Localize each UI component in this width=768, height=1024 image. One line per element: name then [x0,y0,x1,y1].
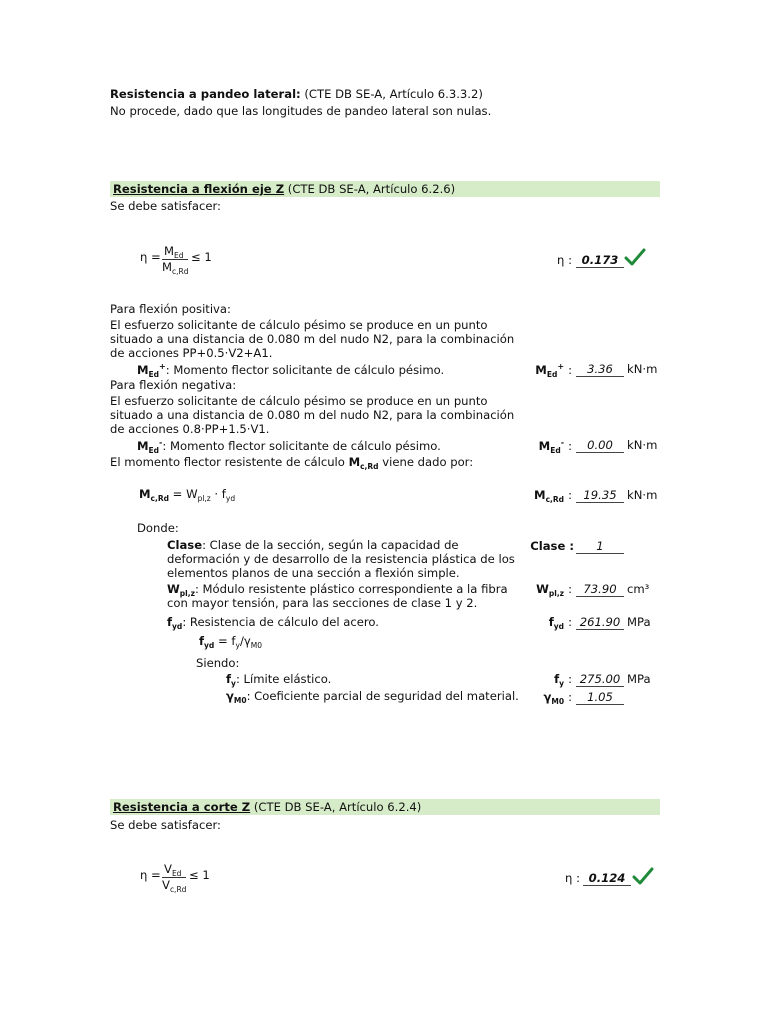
clase-text-2: deformación y de desarrollo de la resistencia plástica de los [167,552,515,566]
wpl-text-1: $W_{pl,z}$: Módulo resistente plástico correspondiente a la fibra [167,582,508,598]
fyd-unit: MPa [627,615,651,629]
flexion-satisfy: Se debe satisfacer: [110,199,221,213]
fyd-formula: $f_{yd} = f_y/\gamma_{M0}$ [199,634,262,650]
fy-text: $f_y$: Límite elástico. [226,672,332,688]
gamma-label: $\gamma_{M0}$ : [543,690,572,706]
corte-section-header [110,799,660,815]
corte-satisfy: Se debe satisfacer: [110,818,221,832]
wpl-value: 73.90 [576,582,624,597]
flexion-section-header [110,181,660,197]
pandeo-heading [110,87,483,101]
positive-text-1: El esfuerzo solicitante de cálculo pésimo se produce en un punto [110,318,488,332]
siendo-label: Siendo: [196,656,240,670]
negative-text-2: situado a una distancia de 0.080 m del nudo N2, para la combinación [110,408,515,422]
pandeo-title: Resistencia a pandeo lateral: [110,87,301,101]
corte-title: Resistencia a corte Z [113,800,251,814]
mcrd-unit: kN·m [627,488,658,502]
fyd-label: $f_{yd}$ : [548,615,572,631]
wpl-label: $W_{pl,z}$ : [536,582,572,598]
med-pos-value: 3.36 [576,362,624,377]
eta-formula: η = $M_{Ed}$ $M_{c,Rd}$ ≤ 1 [140,244,212,276]
positive-heading: Para flexión positiva: [110,302,231,316]
wpl-unit: cm³ [627,582,650,596]
clase-text-3: elementos planos de una sección a flexión simple. [167,566,460,580]
mcrd-value: 19.35 [576,488,624,503]
clase-value: 1 [576,539,624,554]
med-neg-desc: $M_{Ed}^-$: Momento flector solicitante de cálculo pésimo. [137,438,441,455]
corte-eta-value: 0.124 [583,871,631,886]
mcrd-intro: El momento flector resistente de cálculo $M_{c,Rd}$ viene dado por: [110,455,474,471]
mcrd-formula: $M_{c,Rd} = W_{pl,z} \cdot f_{yd}$ [139,487,236,503]
negative-text-3: de acciones 0.8·PP+1.5·V1. [110,422,270,436]
pandeo-note: No procede, dado que las longitudes de pandeo lateral son nulas. [110,104,492,118]
corte-eta-formula: η = $V_{Ed}$ $V_{c,Rd}$ ≤ 1 [140,862,210,894]
flexion-title: Resistencia a flexión eje Z [113,182,285,196]
med-pos-label: $M_{Ed}^+$ : [535,362,572,379]
med-neg-label: $M_{Ed}^-$ : [538,438,572,455]
clase-text-1: Clase: Clase de la sección, según la capacidad de [167,538,459,552]
fy-label: $f_y$ : [554,672,572,688]
fy-unit: MPa [627,672,651,686]
med-pos-unit: kN·m [627,362,658,376]
mcrd-label: $M_{c,Rd}$ : [534,488,572,504]
negative-text-1: El esfuerzo solicitante de cálculo pésimo se produce en un punto [110,394,488,408]
clase-label: Clase : [530,539,574,553]
corte-ref: (CTE DB SE-A, Artículo 6.2.4) [253,800,422,814]
check-icon [624,247,646,267]
flexion-ref: (CTE DB SE-A, Artículo 6.2.6) [287,182,456,196]
negative-heading: Para flexión negativa: [110,378,237,392]
flexion-eta-label: η : [557,253,572,267]
fyd-value: 261.90 [576,615,624,630]
gamma-value: 1.05 [576,690,624,705]
med-pos-desc: $M_{Ed}^+$: Momento flector solicitante de cálculo pésimo. [137,362,445,379]
pandeo-ref: (CTE DB SE-A, Artículo 6.3.3.2) [304,87,483,101]
wpl-text-2: con mayor tensión, para las secciones de clase 1 y 2. [167,596,478,610]
gamma-text: $\gamma_{M0}$: Coeficiente parcial de seguridad del material. [226,689,519,705]
med-neg-value: 0.00 [576,438,624,453]
donde-label: Donde: [137,521,179,535]
fy-value: 275.00 [576,672,624,687]
med-neg-unit: kN·m [627,438,658,452]
corte-eta-label: η : [565,871,580,885]
check-icon [632,866,654,886]
fyd-text: $f_{yd}$: Resistencia de cálculo del acero. [167,615,379,631]
flexion-eta-value: 0.173 [576,253,624,268]
positive-text-3: de acciones PP+0.5·V2+A1. [110,346,273,360]
positive-text-2: situado a una distancia de 0.080 m del nudo N2, para la combinación [110,332,515,346]
